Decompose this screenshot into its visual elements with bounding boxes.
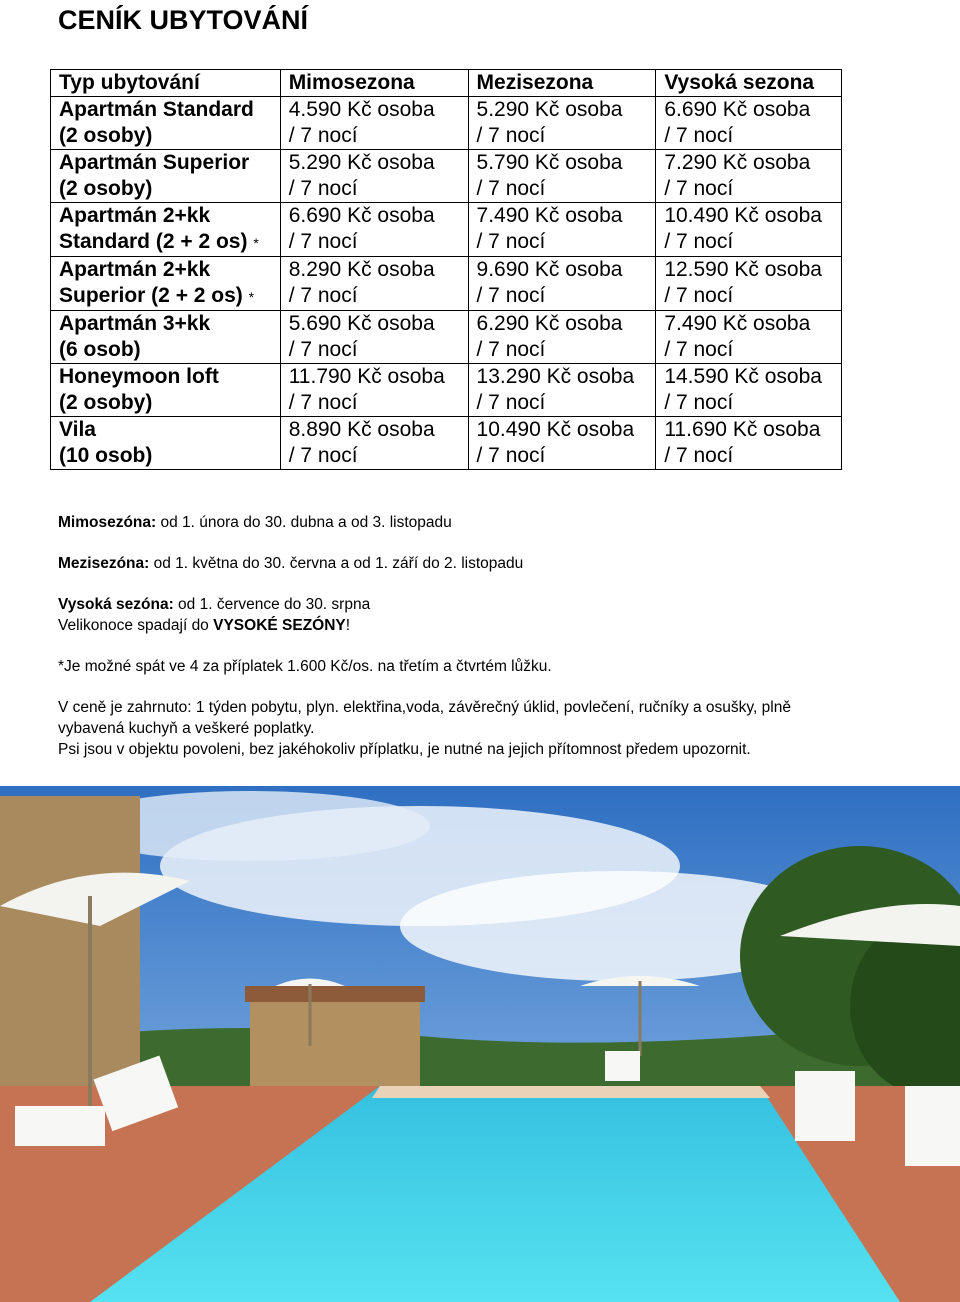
off-season-note: Mimosezóna: od 1. února do 30. dubna a od 3. listopadu: [58, 514, 452, 531]
price-cell: 13.290 Kč osoba / 7 nocí: [468, 364, 656, 417]
price-cell: 10.490 Kč osoba / 7 nocí: [656, 203, 842, 257]
included-note: V ceně je zahrnuto: 1 týden pobytu, plyn. elektřina,voda, závěrečný úklid, povlečení, ručníky a osušky, plně vybavená kuchyň a veškeré poplatky.: [58, 699, 791, 737]
header-type: Typ ubytování: [51, 70, 281, 97]
extra-bed-note: *Je možné spát ve 4 za příplatek 1.600 Kč/os. na třetím a čtvrtém lůžku.: [58, 658, 552, 675]
accommodation-type: Apartmán 2+kk Standard (2 + 2 os) *: [51, 203, 281, 257]
price-cell: 6.290 Kč osoba / 7 nocí: [468, 311, 656, 364]
price-cell: 9.690 Kč osoba / 7 nocí: [468, 257, 656, 311]
table-row: [51, 203, 842, 257]
accommodation-type: Vila (10 osob): [51, 417, 281, 470]
price-cell: 5.690 Kč osoba / 7 nocí: [280, 311, 468, 364]
price-cell: 4.590 Kč osoba / 7 nocí: [280, 97, 468, 150]
table-row: [51, 417, 842, 470]
header-high-season: Vysoká sezona: [656, 70, 842, 97]
header-off-season: Mimosezona: [280, 70, 468, 97]
price-cell: 6.690 Kč osoba / 7 nocí: [280, 203, 468, 257]
accommodation-type: Apartmán Superior (2 osoby): [51, 150, 281, 203]
mid-season-note: Mezisezóna: od 1. května do 30. června a od 1. září do 2. listopadu: [58, 555, 524, 572]
price-table: [50, 69, 842, 470]
price-cell: 11.690 Kč osoba / 7 nocí: [656, 417, 842, 470]
price-cell: 7.490 Kč osoba / 7 nocí: [656, 311, 842, 364]
price-cell: 14.590 Kč osoba / 7 nocí: [656, 364, 842, 417]
table-row: [51, 311, 842, 364]
price-cell: 7.490 Kč osoba / 7 nocí: [468, 203, 656, 257]
price-cell: 5.790 Kč osoba / 7 nocí: [468, 150, 656, 203]
price-cell: 11.790 Kč osoba / 7 nocí: [280, 364, 468, 417]
price-cell: 8.890 Kč osoba / 7 nocí: [280, 417, 468, 470]
table-header-row: [51, 70, 842, 97]
high-season-note: Vysoká sezóna: od 1. července do 30. srpna: [58, 596, 371, 613]
notes: [58, 512, 818, 760]
price-cell: 8.290 Kč osoba / 7 nocí: [280, 257, 468, 311]
accommodation-type: Apartmán 2+kk Superior (2 + 2 os) *: [51, 257, 281, 311]
price-cell: 7.290 Kč osoba / 7 nocí: [656, 150, 842, 203]
price-cell: 10.490 Kč osoba / 7 nocí: [468, 417, 656, 470]
table-row: [51, 364, 842, 417]
price-cell: 5.290 Kč osoba / 7 nocí: [280, 150, 468, 203]
table-row: [51, 97, 842, 150]
pets-note: Psi jsou v objektu povoleni, bez jakéhokoliv příplatku, je nutné na jejich přítomnost předem upozornit.: [58, 741, 751, 758]
accommodation-type: Honeymoon loft (2 osoby): [51, 364, 281, 417]
table-row: [51, 257, 842, 311]
header-mid-season: Mezisezona: [468, 70, 656, 97]
page-title: CENÍK UBYTOVÁNÍ: [58, 5, 309, 35]
price-cell: 6.690 Kč osoba / 7 nocí: [656, 97, 842, 150]
pool-photo: [0, 786, 960, 1302]
accommodation-type: Apartmán Standard (2 osoby): [51, 97, 281, 150]
price-cell: 5.290 Kč osoba / 7 nocí: [468, 97, 656, 150]
price-cell: 12.590 Kč osoba / 7 nocí: [656, 257, 842, 311]
table-row: [51, 150, 842, 203]
accommodation-type: Apartmán 3+kk (6 osob): [51, 311, 281, 364]
easter-note: Velikonoce spadají do VYSOKÉ SEZÓNY!: [58, 617, 351, 634]
